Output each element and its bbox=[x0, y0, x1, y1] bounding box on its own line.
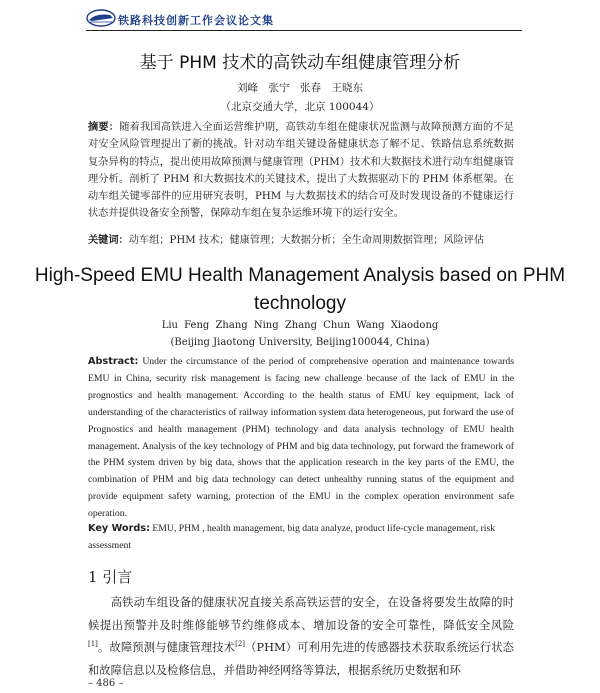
body-text-part: 高铁动车组设备的健康状况直接关系高铁运营的安全，在设备将要发生故障的时候提出预警并及时维修能够节约维修成本、增加设备的安全可靠性，降低安全风险 bbox=[88, 596, 514, 632]
title-en: High-Speed EMU Health Management Analysis based on PHM technology bbox=[34, 265, 566, 314]
section-heading: 1 引言 bbox=[88, 568, 133, 586]
train-logo-icon bbox=[86, 9, 116, 27]
citation-1[interactable]: [1] bbox=[88, 640, 98, 649]
authors-cn: 刘峰 张宁 张春 王晓东 bbox=[237, 82, 363, 94]
journal-name: 铁路科技创新工作会议论文集 bbox=[118, 14, 274, 27]
abstract-en-label: Abstract: bbox=[88, 356, 139, 367]
abstract-cn-text: 随着我国高铁进入全面运营维护期，高铁动车组在健康状况监测与故障预测方面的不足对安全风险管理提出了新的挑战。针对动车组关键设备健康状态了解不足、铁路信息系统数据复杂异构的特点，提出使用故障预测与健康管理（PHM）技术和大数据技术进行动车组健康管理分析。剖析了 PHM 和大数据技术的关键技术，提出了大数据驱动下的 PHM 体系框架。在动车组关键零部件的应用研究表明，PHM 与大数据技术的结合可及时发现设备的不健康运行状态并提供设备安全预警，保障动车组在复杂运维环境下的运行安全。 bbox=[88, 122, 514, 220]
keywords-cn-label: 关键词： bbox=[88, 235, 129, 246]
abstract-en bbox=[88, 354, 514, 523]
page-number: – 486 – bbox=[88, 678, 124, 689]
abstract-cn bbox=[88, 119, 514, 223]
body-text-part: （PHM）可利用先进的传感器技术获取系统运行状态和故障信息以及检修信息，并借助神经网络等算法，根据系统历史数据和环 bbox=[88, 641, 514, 677]
keywords-en bbox=[88, 521, 514, 555]
keywords-en-label: Key Words: bbox=[88, 523, 150, 534]
body-text-part: 。故障预测与健康管理技术 bbox=[97, 641, 236, 654]
header-rule bbox=[86, 30, 522, 31]
keywords-en-text: EMU, PHM , health management, big data analyze, product life-cycle management, risk assessment bbox=[88, 523, 496, 551]
abstract-en-text: Under the circumstance of the period of comprehensive operation and maintenance towards EMU in China, security risk management is facing new challenge because of the lack of EMU in the prognostics and health management. According to the health status of EMU key equipment, lack of understanding of the characteristics of railway information system data heterogeneous, put forward the use of Prognostics and health management (PHM) technology and data analysis technology of EMU health management. Analysis of the key technology of PHM and big data technology, put forward the framework of the PHM system driven by big data, shows that the application research in the key parts of the EMU, the combination of PHM and big data technology can detect unhealthy running status of the equipment and provide equipment safety warning, protection of the EMU in the complex operation environment safe operation. bbox=[88, 356, 514, 520]
citation-2[interactable]: [2] bbox=[235, 640, 246, 649]
keywords-cn-text: 动车组；PHM 技术；健康管理；大数据分析；全生命周期数据管理；风险评估 bbox=[128, 235, 485, 246]
title-cn: 基于 PHM 技术的高铁动车组健康管理分析 bbox=[139, 53, 461, 73]
running-header bbox=[86, 8, 526, 30]
authors-en: Liu Feng Zhang Ning Zhang Chun Wang Xiaodong bbox=[161, 320, 439, 331]
body-paragraph bbox=[88, 592, 514, 682]
affiliation-en: (Beijing Jiaotong University, Beijing100044, China) bbox=[170, 337, 430, 348]
abstract-cn-label: 摘要： bbox=[88, 122, 120, 133]
affiliation-cn: （北京交通大学，北京 100044） bbox=[220, 101, 380, 113]
keywords-cn bbox=[88, 232, 514, 249]
